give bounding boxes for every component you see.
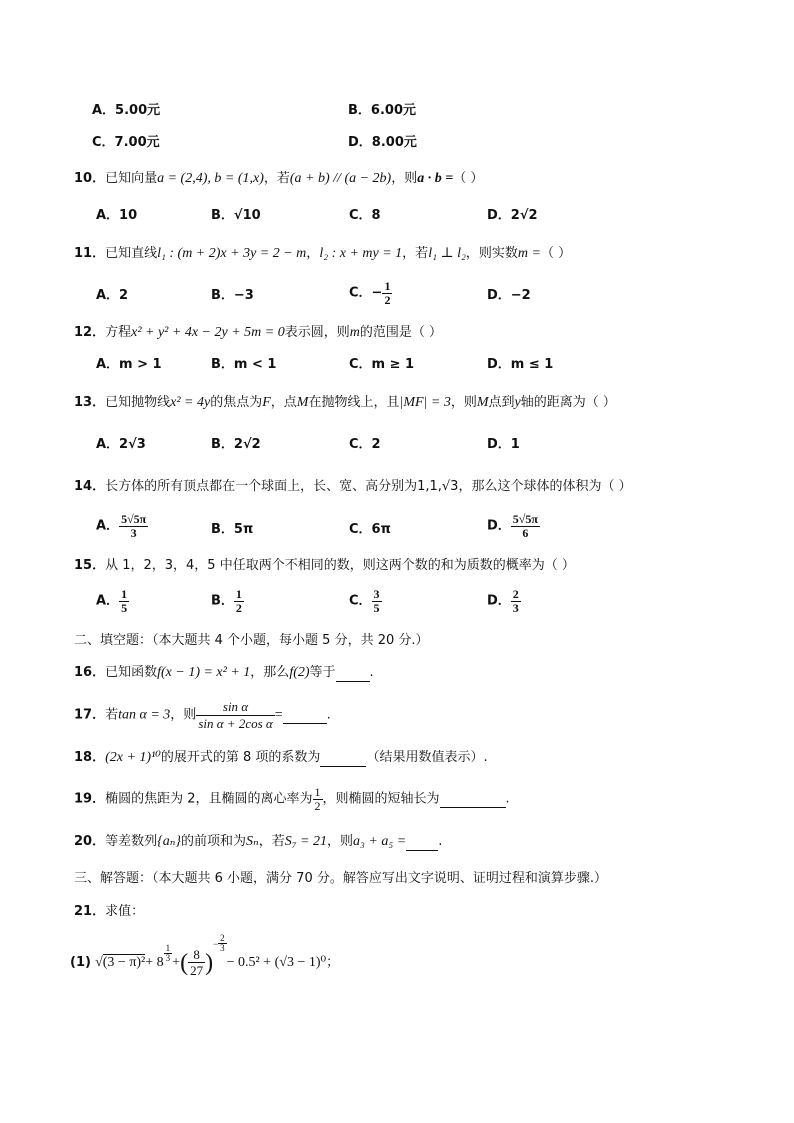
question-20 xyxy=(74,834,442,851)
question-text: 椭圆的焦距为 2，且椭圆的离心率为 xyxy=(105,791,313,807)
q9-option-a: A．5.00元 xyxy=(92,103,161,118)
fraction xyxy=(188,947,205,978)
math-expression: S₇ = 21 xyxy=(284,834,328,849)
section-solution-heading: 三、解答题：（本大题共 6 小题，满分 70 分。解答应写出文字说明、证明过程和演算步骤.） xyxy=(74,871,607,886)
math-expression: Sₙ xyxy=(246,834,259,849)
fraction-numerator: 2 xyxy=(220,933,225,944)
fraction-denominator: 2 xyxy=(314,799,321,813)
question-number: 16． xyxy=(74,665,106,680)
math-expression: l₁ ⊥ l₂ xyxy=(428,246,466,261)
exponent xyxy=(213,934,227,953)
q10-option-a: A．10 xyxy=(96,208,138,223)
math-variable: M xyxy=(476,395,489,410)
fraction xyxy=(119,588,129,615)
question-text: ，点 xyxy=(270,395,297,410)
question-15 xyxy=(74,558,575,574)
question-18 xyxy=(74,750,488,767)
question-number: 20． xyxy=(74,834,106,849)
q13-option-b: B．2√2 xyxy=(211,437,261,452)
question-text: 的展开式的第 8 项的系数为 xyxy=(160,750,321,765)
option-label: D． xyxy=(487,593,511,609)
fraction-numerator: 2 xyxy=(512,587,519,601)
fraction-numerator: 1 xyxy=(384,279,391,293)
fraction xyxy=(234,588,244,615)
question-text: 已知抛物线 xyxy=(105,395,171,410)
fraction-numerator: 1 xyxy=(121,587,128,601)
q10-option-b: B．√10 xyxy=(211,208,261,223)
math-expression: + 8 xyxy=(145,954,164,970)
question-text: ，若 xyxy=(258,834,285,849)
q15-option-c xyxy=(349,588,382,615)
fraction-denominator: 5 xyxy=(373,601,380,615)
question-text: 若 xyxy=(105,707,119,723)
left-paren: ( xyxy=(180,949,189,976)
question-text: ，则 xyxy=(170,707,197,723)
question-16 xyxy=(74,665,374,682)
math-expression: {aₙ} xyxy=(157,834,181,849)
question-text: 等差数列 xyxy=(105,834,158,849)
question-number: 13． xyxy=(74,395,106,410)
question-10 xyxy=(74,171,483,187)
math-expression: a₃ + a₅ = xyxy=(353,834,407,849)
question-13 xyxy=(74,395,616,411)
question-text: . xyxy=(505,791,510,807)
fraction-numerator: 1 xyxy=(314,785,321,799)
answer-paren: （ ） xyxy=(453,171,484,186)
math-expression: x² + y² + 4x − 2y + 5m = 0 xyxy=(131,325,285,340)
math-expression: a = (2,4), b = (1,x) xyxy=(157,171,264,186)
q12-option-c: C．m ≥ 1 xyxy=(349,357,415,372)
question-text: ， xyxy=(306,246,320,261)
fraction-numerator: 8 xyxy=(188,947,205,963)
math-expression: (a + b) // (a − 2b) xyxy=(289,171,392,186)
question-21 xyxy=(74,904,144,920)
fraction-denominator: 2 xyxy=(235,601,242,615)
exponent-sign: − xyxy=(213,938,219,949)
option-label: C．− xyxy=(349,285,383,301)
q13-option-d: D．1 xyxy=(487,437,520,452)
question-text: 表示圆，则 xyxy=(284,325,350,340)
q9-option-b: B．6.00元 xyxy=(348,103,416,118)
option-label: A． xyxy=(96,593,120,609)
question-text: 点到 xyxy=(488,395,515,410)
fraction-exponent xyxy=(218,934,227,953)
math-variable: y xyxy=(514,395,521,410)
math-variable: m xyxy=(349,325,360,340)
q15-option-a xyxy=(96,588,129,615)
answer-blank xyxy=(406,834,438,851)
fraction-denominator: 3 xyxy=(512,601,519,615)
q12-option-d: D．m ≤ 1 xyxy=(487,357,554,372)
question-text: 已知直线 xyxy=(105,246,158,261)
question-21-part-1 xyxy=(70,933,340,979)
math-expression: m = xyxy=(517,246,541,261)
fraction-denominator: 5 xyxy=(121,601,128,615)
question-text: 从 1，2，3，4，5 中任取两个不相同的数，则这两个数的和为质数的概率为（ ） xyxy=(105,558,575,573)
question-text: ，那么 xyxy=(250,665,290,680)
fraction-denominator: 3 xyxy=(165,953,171,963)
question-11 xyxy=(74,246,571,262)
question-number: 18． xyxy=(74,750,106,765)
math-variable: F xyxy=(262,395,271,410)
fraction xyxy=(119,513,148,540)
question-text: 方程 xyxy=(105,325,132,340)
math-variable: M xyxy=(296,395,309,410)
question-text: ，若 xyxy=(402,246,429,261)
fraction-denominator: sin α + 2cos α xyxy=(198,716,273,731)
option-label: D． xyxy=(487,518,511,534)
math-expression: = xyxy=(274,707,283,723)
math-expression: l₂ : x + my = 1 xyxy=(319,246,403,261)
math-expression: l₁ : (m + 2)x + 3y = 2 − m xyxy=(157,246,307,261)
question-text: 已知向量 xyxy=(105,171,158,186)
answer-blank xyxy=(336,665,370,682)
answer-paren: （ ） xyxy=(540,246,572,261)
q13-option-a: A．2√3 xyxy=(96,437,146,452)
fraction xyxy=(372,588,382,615)
q15-option-d xyxy=(487,588,521,615)
question-text: 求值： xyxy=(105,904,145,919)
fraction-denominator: 3 xyxy=(130,526,137,540)
q14-option-a xyxy=(96,513,148,540)
option-label: C． xyxy=(349,593,372,609)
question-number: 15． xyxy=(74,558,106,573)
math-expression: − 0.5² + (√3 − 1)⁰ xyxy=(226,954,327,970)
question-text: ，则椭圆的短轴长为 xyxy=(322,791,440,807)
option-label: A． xyxy=(96,518,120,534)
question-text: ； xyxy=(326,954,340,970)
fraction xyxy=(511,588,521,615)
question-number: 12． xyxy=(74,325,106,340)
math-expression: |MF| = 3 xyxy=(399,395,451,410)
q9-option-c: C．7.00元 xyxy=(92,135,160,150)
q11-option-b: B．−3 xyxy=(211,288,254,303)
math-expression: x² = 4y xyxy=(170,395,211,410)
question-number: 17． xyxy=(74,707,106,723)
question-19 xyxy=(74,786,510,813)
answer-blank xyxy=(320,750,366,767)
question-text: 轴的距离为（ ） xyxy=(520,395,616,410)
question-12 xyxy=(74,325,442,341)
question-text: 的前项和为 xyxy=(180,834,246,849)
q14-option-b: B．5π xyxy=(211,522,254,537)
question-text: 在抛物线上，且 xyxy=(308,395,400,410)
question-text: . xyxy=(326,707,331,723)
question-number: 19． xyxy=(74,791,106,807)
question-number: 21． xyxy=(74,904,106,919)
question-text: 的焦点为 xyxy=(210,395,263,410)
sqrt-radicand: (3 − π)² xyxy=(102,954,146,970)
fraction-numerator: sin α xyxy=(196,699,274,716)
question-text: 等于 xyxy=(309,665,336,680)
q14-option-d xyxy=(487,513,540,540)
fraction xyxy=(313,786,323,813)
fraction xyxy=(382,280,392,307)
fraction-denominator: 27 xyxy=(190,963,204,979)
q10-option-d: D．2√2 xyxy=(487,208,538,223)
q12-option-a: A．m > 1 xyxy=(96,357,162,372)
question-14 xyxy=(74,479,632,495)
question-text: 长方体的所有顶点都在一个球面上，长、宽、高分别为1,1,√3，那么这个球体的体积为（ ） xyxy=(105,479,632,494)
fraction-denominator: 2 xyxy=(384,293,391,307)
question-number: 14． xyxy=(74,479,106,494)
fraction xyxy=(511,513,540,540)
answer-blank xyxy=(440,791,506,808)
sqrt-expression: √(3 − π)² xyxy=(95,954,146,970)
fraction-numerator: 3 xyxy=(373,587,380,601)
math-expression: (2x + 1)¹⁰ xyxy=(105,750,161,765)
q15-option-b xyxy=(211,588,244,615)
question-text: ，若 xyxy=(263,171,290,186)
math-expression: f(2) xyxy=(289,665,310,680)
math-expression: f(x − 1) = x² + 1 xyxy=(157,665,251,680)
question-text: . xyxy=(438,834,443,849)
q14-option-c: C．6π xyxy=(349,522,391,537)
fraction-denominator: 6 xyxy=(522,526,529,540)
fraction-numerator: 5√5π xyxy=(121,512,147,526)
question-text: 的范围是（ ） xyxy=(359,325,442,340)
math-expression: tan α = 3 xyxy=(118,707,171,723)
question-17 xyxy=(74,699,331,732)
section-fill-in-heading: 二、填空题：（本大题共 4 个小题，每小题 5 分，共 20 分.） xyxy=(74,633,429,648)
question-number: 10． xyxy=(74,171,106,186)
question-text: . xyxy=(369,665,374,680)
fraction-exponent xyxy=(164,944,173,963)
q11-option-c xyxy=(349,280,392,307)
question-text: （结果用数值表示）. xyxy=(366,750,488,765)
math-expression: a · b = xyxy=(417,171,454,186)
q9-option-d: D．8.00元 xyxy=(348,135,417,150)
fraction-numerator: 1 xyxy=(165,943,171,953)
math-expression: + xyxy=(172,954,181,970)
answer-blank xyxy=(283,707,327,724)
part-label: (1) xyxy=(70,954,91,970)
question-text: ，则实数 xyxy=(465,246,518,261)
fraction xyxy=(196,699,274,732)
q13-option-c: C．2 xyxy=(349,437,381,452)
q10-option-c: C．8 xyxy=(349,208,381,223)
fraction-numerator: 1 xyxy=(235,587,242,601)
q12-option-b: B．m < 1 xyxy=(211,357,277,372)
question-number: 11． xyxy=(74,246,106,261)
q11-option-a: A．2 xyxy=(96,288,129,303)
fraction-denominator: 3 xyxy=(220,943,225,954)
question-text: ，则 xyxy=(450,395,477,410)
q11-option-d: D．−2 xyxy=(487,288,531,303)
question-text: ，则 xyxy=(391,171,418,186)
right-paren: ) xyxy=(205,949,214,976)
fraction-numerator: 5√5π xyxy=(512,512,538,526)
question-text: 已知函数 xyxy=(105,665,158,680)
question-text: ，则 xyxy=(327,834,354,849)
option-label: B． xyxy=(211,593,234,609)
